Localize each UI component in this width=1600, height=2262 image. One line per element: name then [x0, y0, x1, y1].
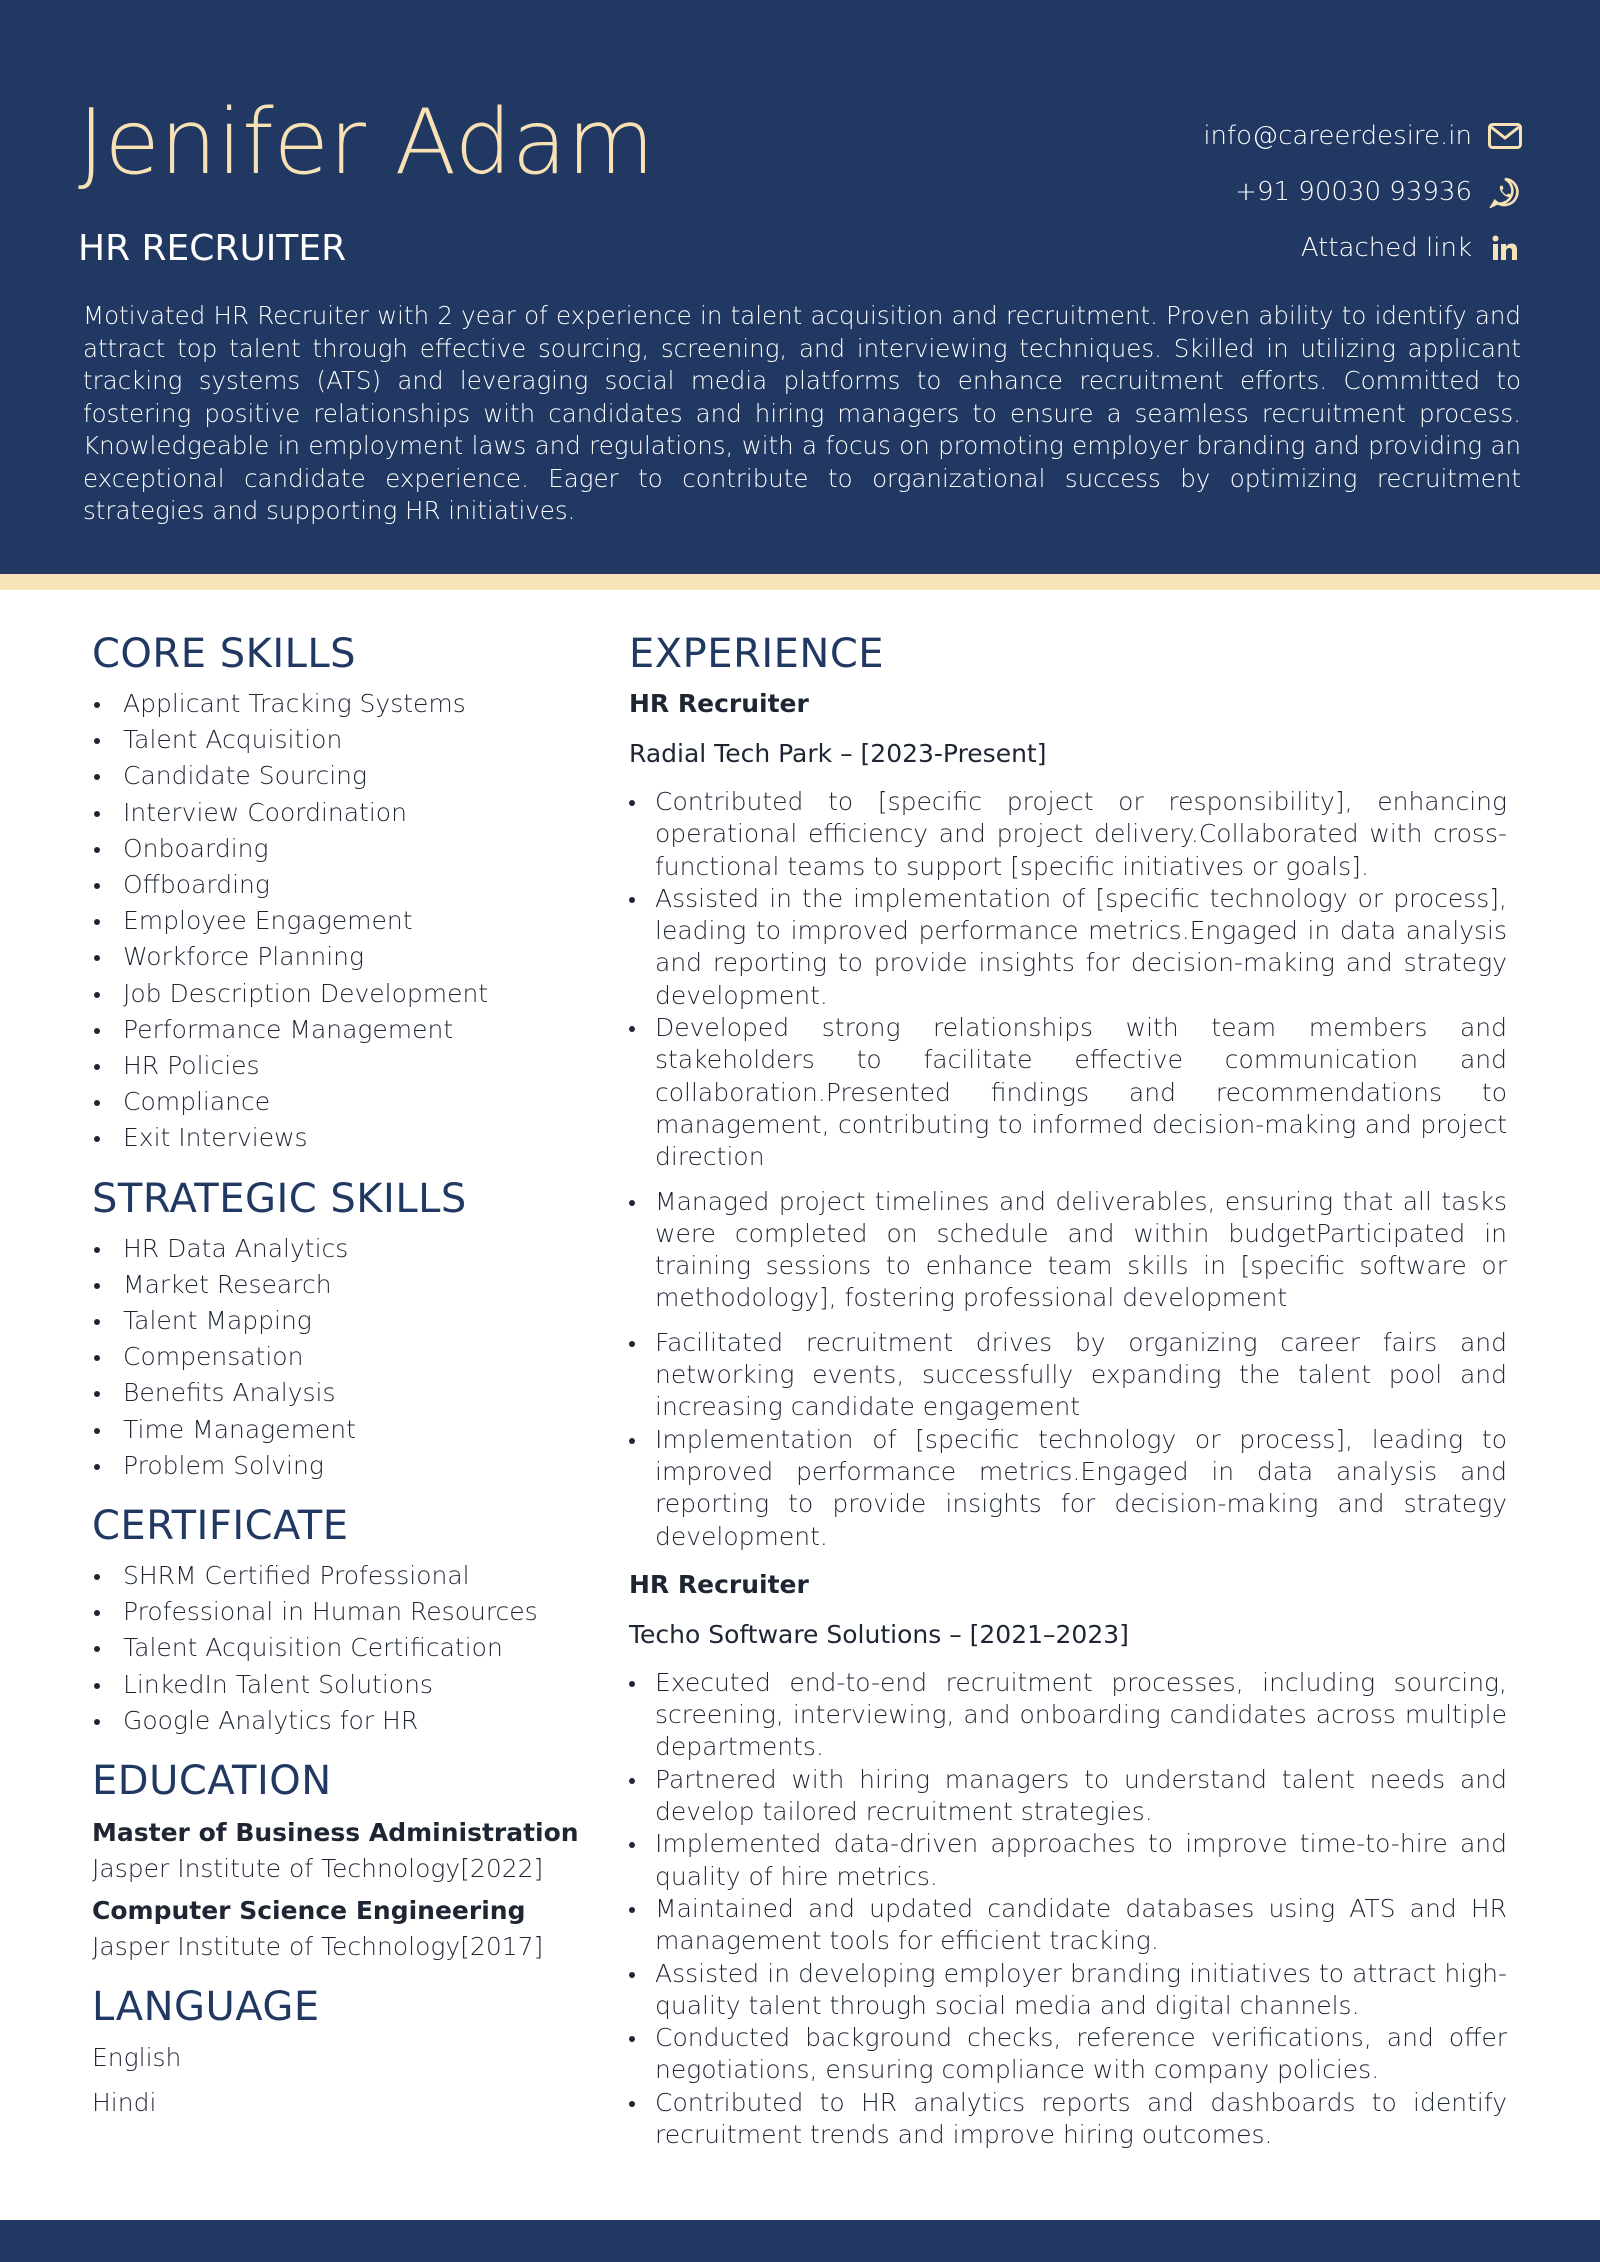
- skill-item: Job Description Development: [92, 976, 592, 1012]
- job-bullet: Developed strong relationships with team members and stakeholders to facilitate effective communication and collaboration.Presented findings and recommendations to management, contributing to informed decision-making and project direction: [629, 1012, 1507, 1173]
- certificate-item: SHRM Certified Professional: [92, 1558, 592, 1594]
- skill-item: Talent Acquisition: [92, 722, 592, 758]
- candidate-name: Jenifer Adam: [78, 90, 655, 195]
- job-bullet: Managed project timelines and deliverables, ensuring that all tasks were completed on schedule and within budgetParticipated in training sessions to enhance team skills in [specific software or methodology], fostering professional development: [629, 1186, 1507, 1315]
- core-skills-heading: CORE SKILLS: [92, 631, 357, 677]
- certificate-heading: CERTIFICATE: [92, 1503, 349, 1550]
- skill-item: Applicant Tracking Systems: [92, 686, 592, 722]
- job-bullets: [629, 1667, 1507, 2151]
- skill-item: Offboarding: [92, 867, 592, 903]
- certificate-item: Google Analytics for HR: [92, 1703, 592, 1739]
- job-company: Techo Software Solutions – [2021–2023]: [629, 1619, 1129, 1649]
- skill-item: Market Research: [92, 1267, 592, 1303]
- job-bullet: Facilitated recruitment drives by organizing career fairs and networking events, successfully expanding the talent pool and increasing candidate engagement: [629, 1327, 1507, 1424]
- job-bullet: Conducted background checks, reference verifications, and offer negotiations, ensuring compliance with company policies.: [629, 2022, 1507, 2087]
- language-section: [92, 1979, 592, 2125]
- core-skills-list: [92, 686, 592, 1157]
- skill-item: Exit Interviews: [92, 1120, 592, 1156]
- whatsapp-icon: [1488, 175, 1522, 209]
- left-column: [92, 626, 592, 2125]
- job-bullet: Implemented data-driven approaches to improve time-to-hire and quality of hire metrics.: [629, 1828, 1507, 1893]
- mail-icon: [1488, 119, 1522, 153]
- degree-title: Computer Science Engineering: [92, 1896, 526, 1926]
- skill-item: Benefits Analysis: [92, 1375, 592, 1411]
- degree-institution: Jasper Institute of Technology[2022]: [92, 1854, 544, 1884]
- linkedin-icon: [1488, 231, 1522, 265]
- job-bullet: Maintained and updated candidate databases using ATS and HR management tools for efficient tracking.: [629, 1893, 1507, 1958]
- job-bullet: Implementation of [specific technology or process], leading to improved performance metrics.Engaged in data analysis and reporting to provide insights for decision-making and strategy development.: [629, 1424, 1507, 1553]
- skill-item: Employee Engagement: [92, 903, 592, 939]
- strategic-skills-heading: STRATEGIC SKILLS: [92, 1175, 467, 1222]
- skill-item: Workforce Planning: [92, 939, 592, 975]
- skill-item: Compensation: [92, 1339, 592, 1375]
- skill-item: Performance Management: [92, 1012, 592, 1048]
- skill-item: Candidate Sourcing: [92, 758, 592, 794]
- job-bullet: Contributed to HR analytics reports and dashboards to identify recruitment trends and improve hiring outcomes.: [629, 2087, 1507, 2152]
- skill-item: Problem Solving: [92, 1448, 592, 1484]
- job-bullets: [629, 786, 1507, 1553]
- professional-summary: Motivated HR Recruiter with 2 year of experience in talent acquisition and recruitment. Proven ability to identify and attract top talent through effective sourcing, screening, and interviewing techniques. Skilled in utilizing applicant tracking systems (ATS) and leveraging social media platforms to enhance recruitment efforts. Committed to fostering positive relationships with candidates and hiring managers to ensure a seamless recruitment process. Knowledgeable in employment laws and regulations, with a focus on promoting employer branding and providing an exceptional candidate experience. Eager to contribute to organizational success by optimizing recruitment strategies and supporting HR initiatives.: [83, 301, 1521, 525]
- job-role: HR Recruiter: [629, 689, 809, 718]
- certificate-item: LinkedIn Talent Solutions: [92, 1667, 592, 1703]
- job-bullet: Contributed to [specific project or responsibility], enhancing operational efficiency and project delivery.Collaborated with cross-functional teams to support [specific initiatives or goals].: [629, 786, 1507, 883]
- job-entry: [629, 1567, 1507, 2151]
- certificate-section: [92, 1498, 592, 1739]
- strategic-skills-list: [92, 1231, 592, 1484]
- education-heading: EDUCATION: [92, 1758, 332, 1805]
- right-column: [629, 626, 1507, 2151]
- header-banner: [0, 0, 1600, 574]
- language-item: English: [92, 2043, 182, 2073]
- email-text[interactable]: info@careerdesire.in: [1203, 121, 1472, 151]
- language-item: Hindi: [92, 2088, 157, 2118]
- language-heading: LANGUAGE: [92, 1984, 320, 2031]
- phone-text[interactable]: +91 90030 93936: [1235, 177, 1472, 207]
- certificate-item: Talent Acquisition Certification: [92, 1630, 592, 1666]
- skill-item: Onboarding: [92, 831, 592, 867]
- degree-institution: Jasper Institute of Technology[2017]: [92, 1932, 544, 1962]
- accent-divider: [0, 574, 1600, 590]
- contact-list: [1203, 108, 1522, 276]
- degree-title: Master of Business Administration: [92, 1818, 579, 1848]
- education-section: [92, 1753, 592, 1965]
- job-bullet: Assisted in the implementation of [specific technology or process], leading to improved performance metrics.Engaged in data analysis and reporting to provide insights for decision-making and strategy development.: [629, 883, 1507, 1012]
- skill-item: HR Policies: [92, 1048, 592, 1084]
- skill-item: Time Management: [92, 1412, 592, 1448]
- job-company: Radial Tech Park – [2023-Present]: [629, 739, 1047, 768]
- contact-email[interactable]: [1203, 108, 1522, 164]
- job-bullet: Executed end-to-end recruitment processes, including sourcing, screening, interviewing, and onboarding candidates across multiple departments.: [629, 1667, 1507, 1764]
- job-role: HR Recruiter: [629, 1569, 809, 1599]
- skill-item: Talent Mapping: [92, 1303, 592, 1339]
- skill-item: Compliance: [92, 1084, 592, 1120]
- linkedin-text[interactable]: Attached link: [1300, 233, 1472, 263]
- core-skills-section: [92, 626, 592, 1157]
- job-entry: [629, 686, 1507, 1553]
- contact-phone[interactable]: [1203, 164, 1522, 220]
- skill-item: Interview Coordination: [92, 795, 592, 831]
- certificate-list: [92, 1558, 592, 1739]
- job-bullet: Assisted in developing employer branding initiatives to attract high-quality talent through social media and digital channels.: [629, 1958, 1507, 2023]
- footer-band: [0, 2220, 1600, 2262]
- skill-item: HR Data Analytics: [92, 1231, 592, 1267]
- contact-linkedin[interactable]: [1203, 220, 1522, 276]
- experience-heading: EXPERIENCE: [629, 631, 885, 677]
- job-title: HR RECRUITER: [78, 228, 347, 269]
- job-bullet: Partnered with hiring managers to understand talent needs and develop tailored recruitment strategies.: [629, 1764, 1507, 1829]
- strategic-skills-section: [92, 1171, 592, 1484]
- certificate-item: Professional in Human Resources: [92, 1594, 592, 1630]
